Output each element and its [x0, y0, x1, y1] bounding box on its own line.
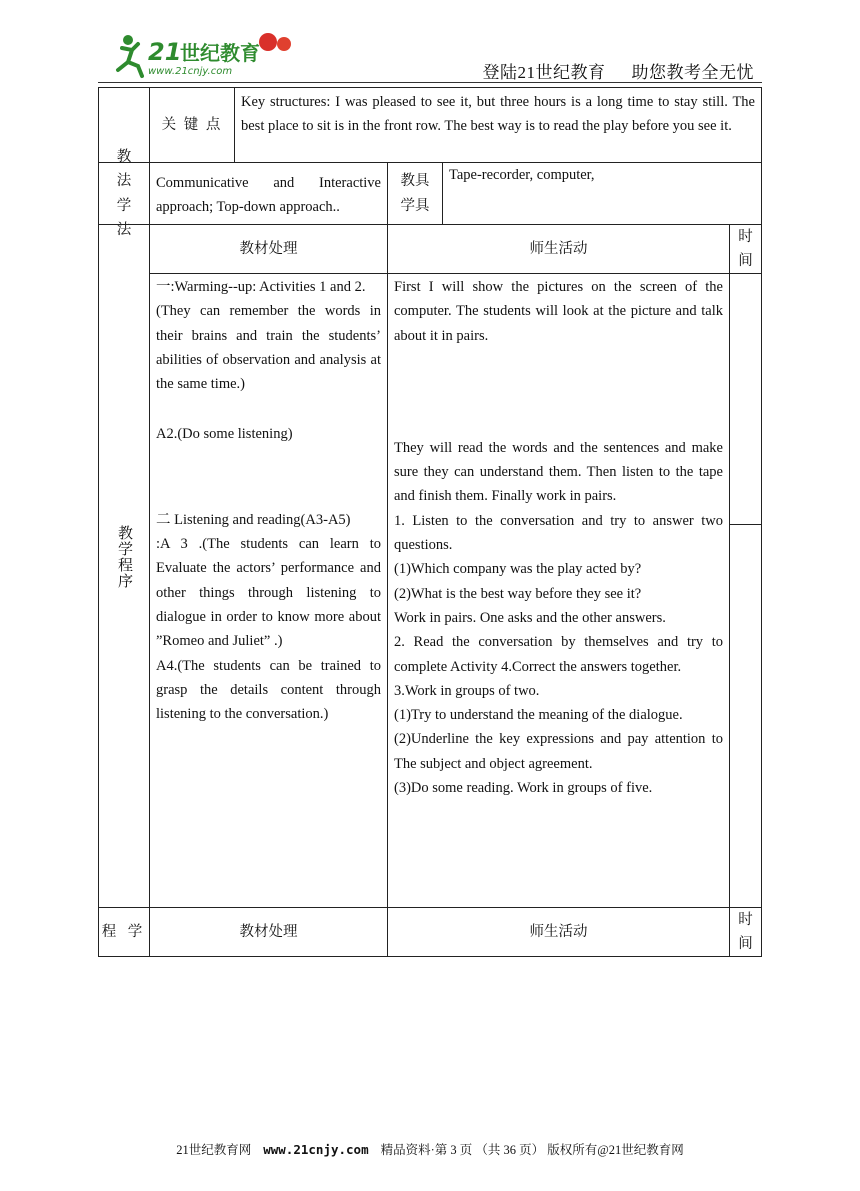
activity-cell	[387, 273, 730, 908]
material-block: A4.(The students can be trained to grasp the details content through listening to the conversation.)	[156, 657, 381, 723]
page-footer	[0, 1140, 860, 1158]
material-block: (They can remember the words in their brains and train the students’ abilities of observation and analysis at the same time.)	[156, 303, 381, 393]
procedure-label-cell	[98, 224, 150, 908]
footer-site-link[interactable]: www.21cnjy.com	[263, 1142, 369, 1157]
svg-text:21: 21	[148, 38, 182, 66]
activity-block: (1)Which company was the play acted by?	[394, 561, 642, 578]
bottom-column-activity: 师生活动	[387, 907, 730, 957]
activity-block: 2. Read the conversation by themselves and try to complete Activity 4.Correct the answers together.	[394, 634, 723, 675]
methods-text: Communicative and Interactive approach; Top-down approach..	[149, 162, 388, 225]
activity-block: 1. Listen to the conversation and try to answer two questions.	[394, 512, 723, 554]
material-block: :A 3 .(The students can learn to Evaluate the actors’ performance and other things through listening to dialogue in order to know more about ”Romeo and Juliet” .)	[156, 536, 381, 650]
footer-right: 精品资料·第 3 页 （共 36 页） 版权所有@21世纪教育网	[380, 1143, 684, 1157]
procedure-label: 教学程序	[116, 525, 132, 589]
slogan-right: 助您教考全无忧	[631, 63, 754, 82]
activity-block: They will read the words and the sentences and make sure they can understand them. Then listen to the tape and finish them. Finally work in pairs.	[394, 439, 723, 505]
material-block: 二 Listening and reading(A3-A5)	[156, 511, 351, 528]
activity-block: 3.Work in groups of two.	[394, 682, 540, 699]
column-time: 时间	[729, 224, 762, 274]
tools-label: 教具学具	[387, 162, 443, 225]
svg-text:世纪教育: 世纪教育	[180, 41, 260, 65]
material-block: 一:Warming--up: Activities 1 and 2.	[156, 279, 366, 295]
key-points-text: Key structures: I was pleased to see it, but three hours is a long time to stay still. The best place to sit is in the front row. The best way is to read the play before you see it.	[234, 87, 762, 163]
column-material: 教材处理	[149, 224, 388, 274]
activity-block: (1)Try to understand the meaning of the dialogue.	[394, 707, 683, 724]
time-cell	[729, 273, 762, 525]
activity-block: Work in pairs. One asks and the other answers.	[394, 609, 666, 626]
table-right-border	[761, 524, 762, 908]
key-points-label: 关 键 点	[149, 87, 235, 163]
bottom-label: 程 学	[98, 907, 150, 957]
page-header	[98, 30, 762, 82]
material-block: A2.(Do some listening)	[156, 426, 293, 443]
bottom-column-time: 时间	[729, 907, 762, 957]
footer-left: 21世纪教育网	[176, 1143, 252, 1157]
methods-label: 教法学法	[98, 162, 150, 225]
activity-block: (3)Do some reading. Work in groups of five.	[394, 780, 653, 797]
tools-text: Tape-recorder, computer,	[442, 162, 762, 225]
material-cell	[149, 273, 388, 908]
bottom-column-material: 教材处理	[149, 907, 388, 957]
activity-block: (2)What is the best way before they see it?	[394, 585, 642, 602]
header-slogan	[483, 58, 755, 83]
activity-block: (2)Underline the key expressions and pay attention to The subject and object agreement.	[394, 731, 723, 772]
column-activity: 师生活动	[387, 224, 730, 274]
svg-text:www.21cnjy.com: www.21cnjy.com	[148, 66, 233, 77]
site-logo	[108, 30, 308, 80]
header-rule	[98, 82, 762, 83]
activity-block: First I will show the pictures on the screen of the computer. The students will look at the picture and talk about it in pairs.	[394, 279, 723, 344]
slogan-left: 登陆21世纪教育	[482, 63, 606, 82]
